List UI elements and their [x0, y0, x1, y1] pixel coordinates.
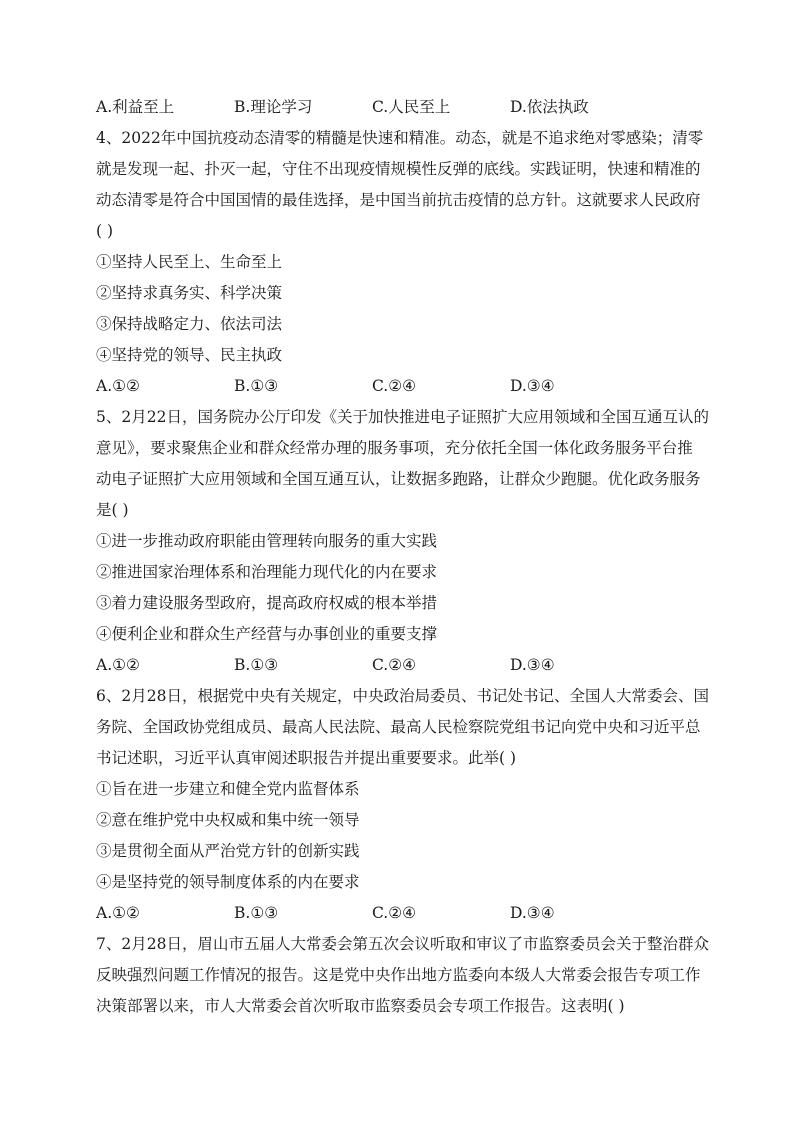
- q5-item-4: ④便利企业和群众生产经营与办事创业的重要支撑: [96, 625, 438, 643]
- question-6: [96, 681, 721, 929]
- q5-stem-line: 5、2月22日，国务院办公厅印发《关于加快推进电子证照扩大应用领域和全国互通互认的: [96, 408, 709, 426]
- q3-option-b: B.理论学习: [234, 98, 313, 116]
- q6-option-d: D.③④: [510, 904, 555, 922]
- q5-item-3: ③着力建设服务型政府，提高政府权威的根本举措: [96, 594, 438, 612]
- q4-options: [96, 371, 721, 402]
- q4-item-4: ④坚持党的领导、民主执政: [96, 346, 283, 364]
- q6-stem-line: 务院、全国政协党组成员、最高人民法院、最高人民检察院党组书记向党中央和习近平总: [96, 718, 701, 736]
- q4-stem-line: 动态清零是符合中国国情的最佳选择，是中国当前抗击疫情的总方针。这就要求人民政府: [96, 191, 701, 209]
- q4-stem-line: ( ): [96, 222, 114, 240]
- q6-item-3: ③是贯彻全面从严治党方针的创新实践: [96, 842, 360, 860]
- q3-options: [96, 92, 721, 123]
- q4-option-b: B.①③: [234, 377, 279, 395]
- q4-item-1: ①坚持人民至上、生命至上: [96, 253, 283, 271]
- q5-option-a: A.①②: [96, 656, 140, 674]
- q3-option-c: C.人民至上: [372, 98, 451, 116]
- q5-stem-line: 动电子证照扩大应用领域和全国互通互认，让数据多跑路，让群众少跑腿。优化政务服务: [96, 470, 701, 488]
- q5-stem-line: 是( ): [96, 501, 129, 519]
- q3-option-a: A.利益至上: [96, 98, 175, 116]
- q4-option-c: C.②④: [372, 377, 417, 395]
- q6-item-1: ①旨在进一步建立和健全党内监督体系: [96, 780, 360, 798]
- page-content: [96, 92, 721, 1022]
- q7-stem-line: 7、2月28日，眉山市五届人大常委会第五次会议听取和审议了市监察委员会关于整治群众: [96, 935, 709, 953]
- q5-options: [96, 650, 721, 681]
- q6-item-2: ②意在维护党中央权威和集中统一领导: [96, 811, 360, 829]
- question-7: [96, 929, 721, 1022]
- q5-option-b: B.①③: [234, 656, 279, 674]
- q6-stem-line: 书记述职，习近平认真审阅述职报告并提出重要要求。此举( ): [96, 749, 517, 767]
- q6-stem-line: 6、2月28日，根据党中央有关规定，中央政治局委员、书记处书记、全国人大常委会、国: [96, 687, 709, 705]
- q6-option-b: B.①③: [234, 904, 279, 922]
- q3-option-d: D.依法执政: [510, 98, 589, 116]
- q5-item-1: ①进一步推动政府职能由管理转向服务的重大实践: [96, 532, 438, 550]
- q7-stem-line: 反映强烈问题工作情况的报告。这是党中央作出地方监委向本级人大常委会报告专项工作: [96, 966, 701, 984]
- q6-item-4: ④是坚持党的领导制度体系的内在要求: [96, 873, 360, 891]
- q6-options: [96, 898, 721, 929]
- q6-option-a: A.①②: [96, 904, 140, 922]
- q4-option-d: D.③④: [510, 377, 555, 395]
- q4-item-3: ③保持战略定力、依法司法: [96, 315, 283, 333]
- question-4: [96, 123, 721, 402]
- q5-stem-line: 意见》，要求聚焦企业和群众经常办理的服务事项，充分依托全国一体化政务服务平台推: [96, 439, 693, 457]
- q4-stem-line: 就是发现一起、扑灭一起，守住不出现疫情规模性反弹的底线。实践证明，快速和精准的: [96, 160, 701, 178]
- question-5: [96, 402, 721, 681]
- q4-stem-line: 4、2022年中国抗疫动态清零的精髓是快速和精准。动态，就是不追求绝对零感染；清零: [96, 129, 704, 147]
- q5-item-2: ②推进国家治理体系和治理能力现代化的内在要求: [96, 563, 438, 581]
- q7-stem-line: 决策部署以来，市人大常委会首次听取市监察委员会专项工作报告。这表明( ): [96, 997, 625, 1015]
- q6-option-c: C.②④: [372, 904, 417, 922]
- q5-option-d: D.③④: [510, 656, 555, 674]
- q4-option-a: A.①②: [96, 377, 140, 395]
- q4-item-2: ②坚持求真务实、科学决策: [96, 284, 283, 302]
- q5-option-c: C.②④: [372, 656, 417, 674]
